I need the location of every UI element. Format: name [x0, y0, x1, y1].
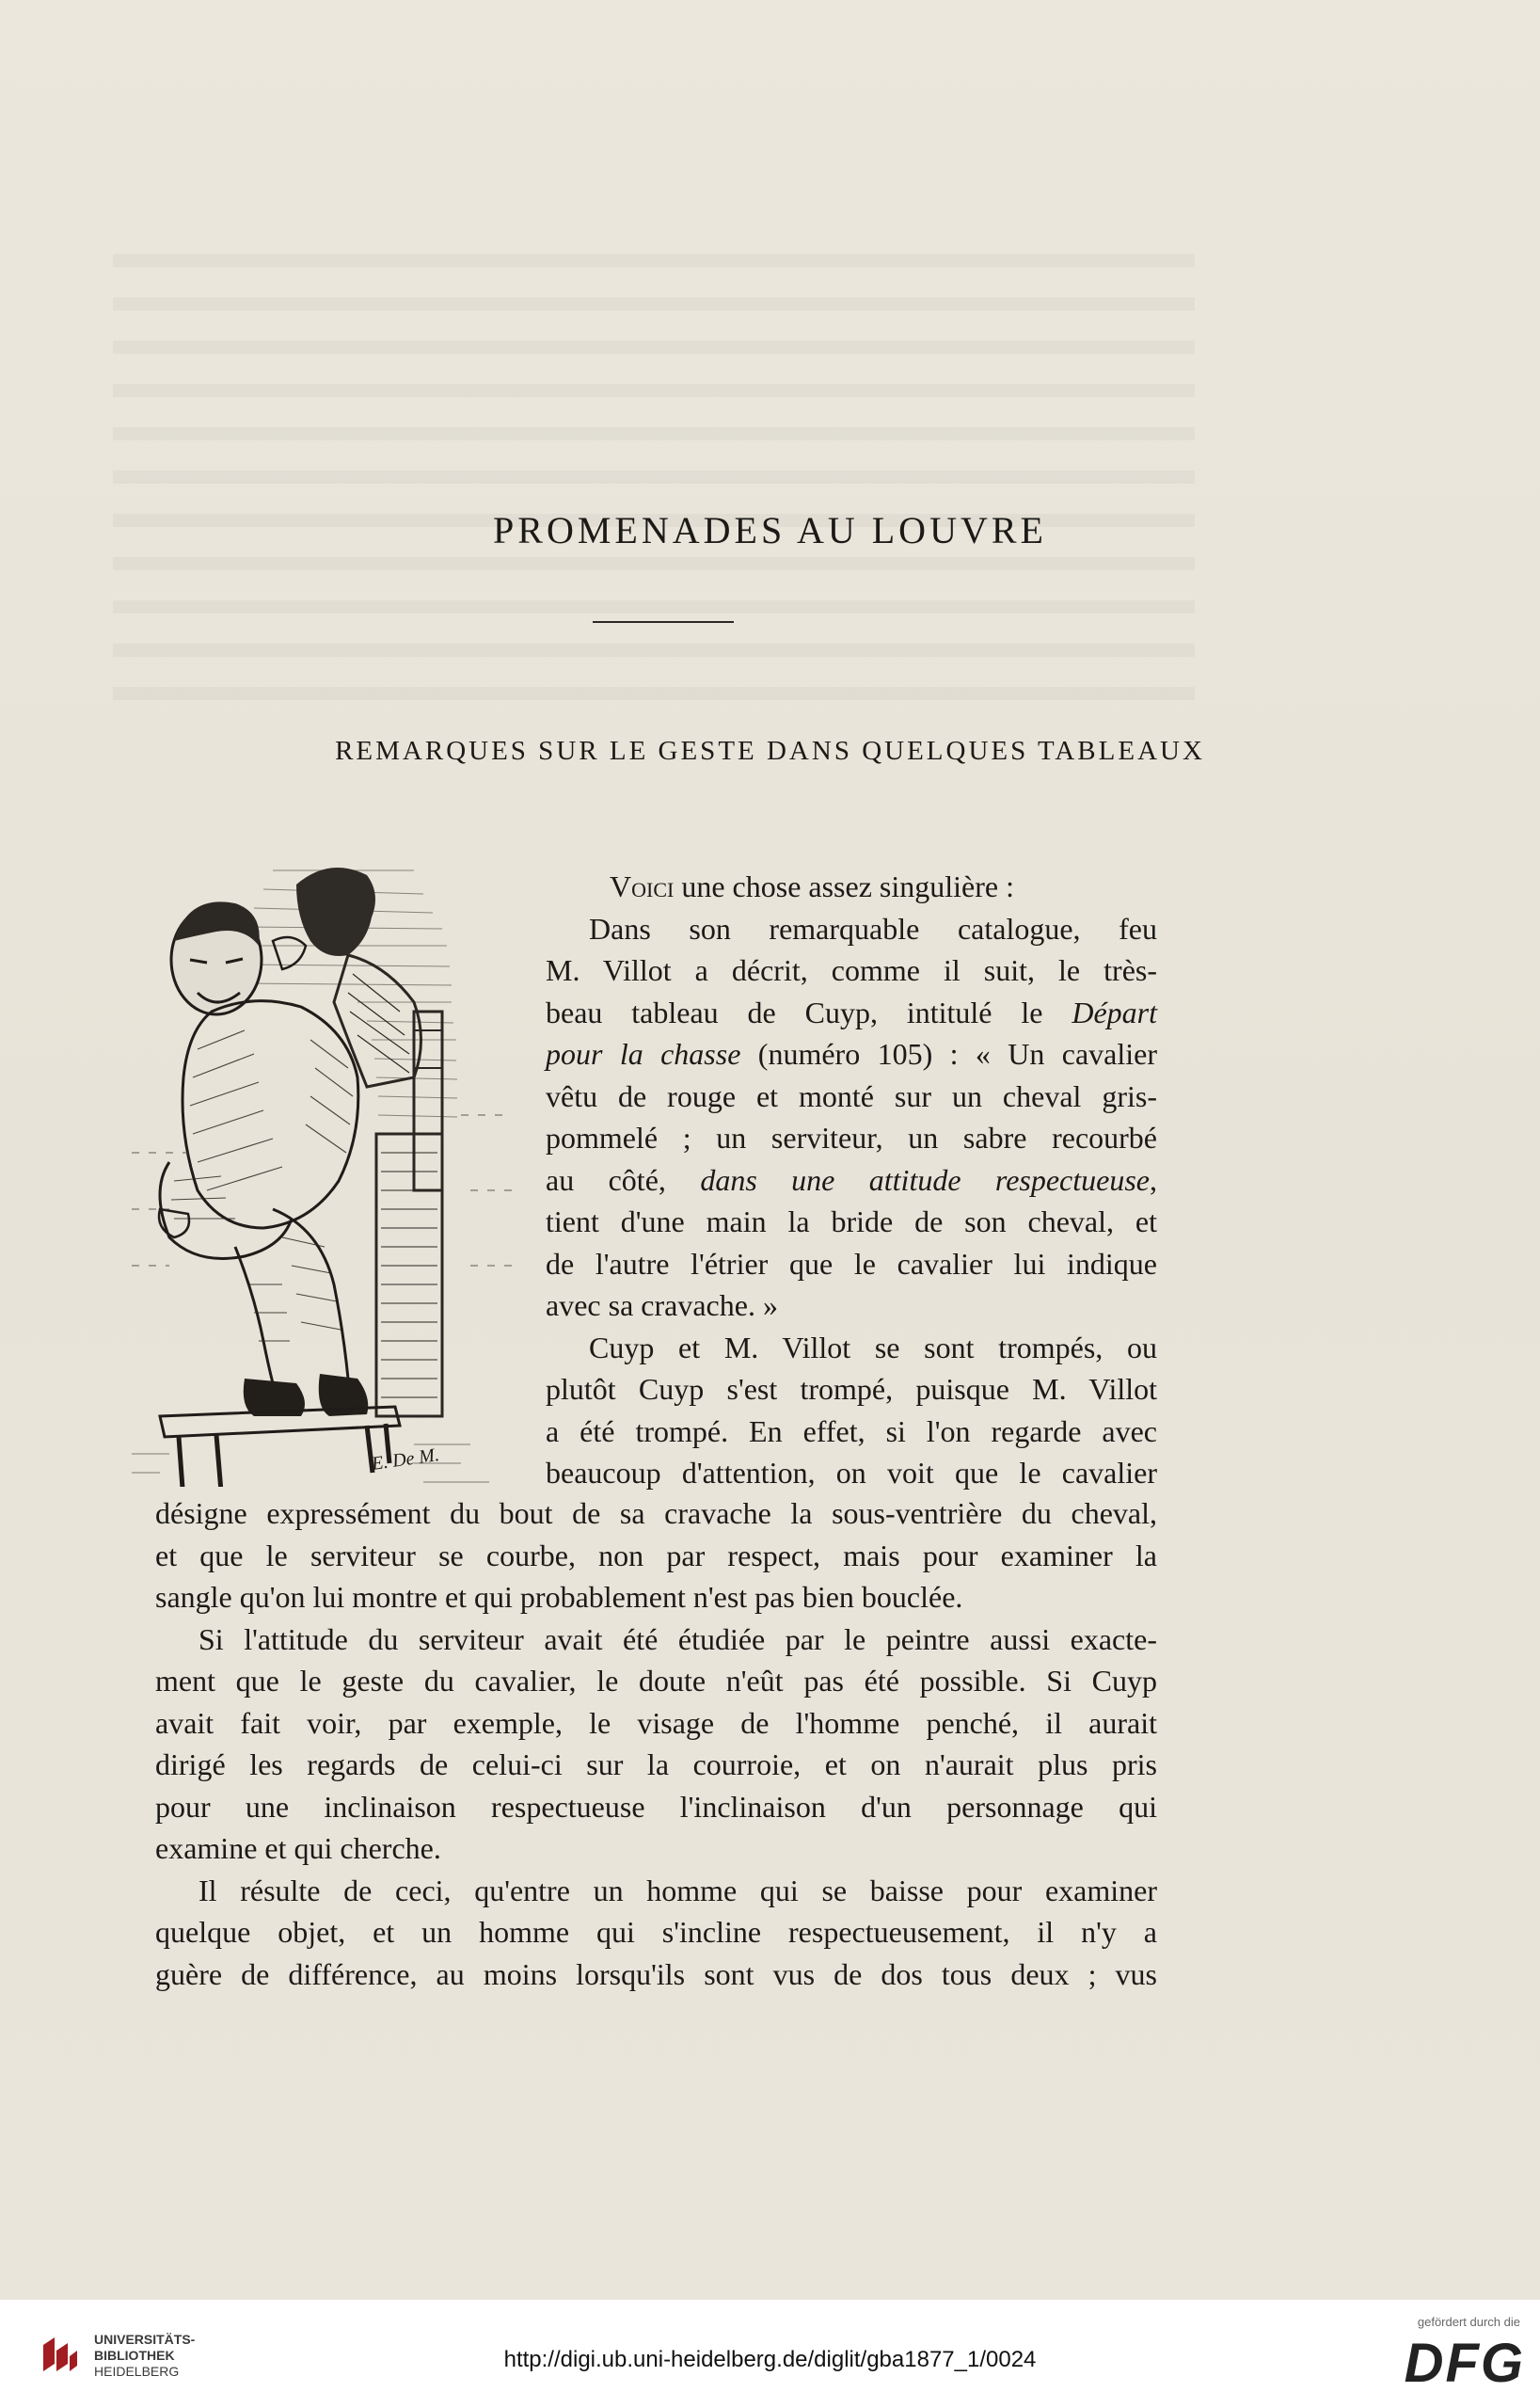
- viewer-footer: [0, 2300, 1540, 2408]
- text-line: dirigé les regards de celui-ci sur la courroie, et on n'aurait plus pris: [155, 1747, 1157, 1781]
- text-line: Il résulte de ceci, qu'entre un homme qui se baisse pour examiner: [198, 1873, 1157, 1907]
- section-subtitle: REMARQUES SUR LE GESTE DANS QUELQUES TABLEAUX: [335, 736, 1205, 766]
- text-line: de l'autre l'étrier que le cavalier lui indique: [546, 1246, 1157, 1281]
- text-line: M. Villot a décrit, comme il suit, le très-: [546, 953, 1157, 987]
- text-line: au côté, dans une attitude respectueuse,: [546, 1162, 1158, 1197]
- text-line: sangle qu'on lui montre et qui probablement n'est pas bien bouclée.: [155, 1580, 963, 1614]
- text-line: tient d'une main la bride de son cheval, et: [546, 1204, 1157, 1238]
- illustration-signature: E. De M.: [370, 1444, 441, 1475]
- page-title: PROMENADES AU LOUVRE: [493, 509, 1047, 551]
- text-full-width: [155, 1492, 1157, 1995]
- institution-name: UNIVERSITÄTS- BIBLIOTHEK HEIDELBERG: [94, 2332, 196, 2379]
- text-column-beside-illustration: [546, 866, 1157, 1494]
- text-line: avec sa cravache. »: [546, 1288, 778, 1322]
- permalink-url[interactable]: http://digi.ub.uni-heidelberg.de/diglit/gba1877_1/0024: [503, 2347, 1037, 2372]
- bleed-through-text: [113, 254, 1195, 725]
- text-line: beaucoup d'attention, on voit que le cavalier: [546, 1456, 1157, 1490]
- title-divider: [593, 621, 734, 623]
- text-line: quelque objet, et un homme qui s'incline respectueusement, il n'y a: [155, 1915, 1157, 1949]
- text-line: pour la chasse (numéro 105) : « Un cavalier: [546, 1037, 1158, 1071]
- text-line: pommelé ; un serviteur, un sabre recourbé: [546, 1121, 1157, 1155]
- text-line: avait fait voir, par exemple, le visage de l'homme penché, il aurait: [155, 1705, 1157, 1740]
- text-line: examine et qui cherche.: [155, 1831, 441, 1865]
- text-line: guère de différence, au moins lorsqu'ils sont vus de dos tous deux ; vus: [155, 1956, 1157, 1991]
- engraving-illustration: [132, 852, 546, 1487]
- text-line: Voici une chose assez singulière :: [610, 869, 1014, 903]
- text-line: a été trompé. En effet, si l'on regarde avec: [546, 1413, 1157, 1448]
- text-line: Cuyp et M. Villot se sont trompés, ou: [589, 1330, 1157, 1364]
- dfg-logo: DFG: [1404, 2333, 1525, 2394]
- text-line: plutôt Cuyp s'est trompé, puisque M. Villot: [546, 1372, 1157, 1406]
- text-line: et que le serviteur se courbe, non par respect, mais pour examiner la: [155, 1538, 1157, 1572]
- text-line: Si l'attitude du serviteur avait été étudiée par le peintre aussi exacte-: [198, 1621, 1157, 1656]
- text-line: beau tableau de Cuyp, intitulé le Départ: [546, 995, 1157, 1029]
- text-line: vêtu de rouge et monté sur un cheval gris-: [546, 1078, 1157, 1113]
- text-line: ment que le geste du cavalier, le doute n'eût pas été possible. Si Cuyp: [155, 1664, 1157, 1698]
- text-line: pour une inclinaison respectueuse l'inclinaison d'un personnage qui: [155, 1789, 1157, 1824]
- text-line: désigne expressément du bout de sa cravache la sous-ventrière du cheval,: [155, 1496, 1157, 1530]
- funding-label: gefördert durch die: [1417, 2315, 1520, 2329]
- text-line: Dans son remarquable catalogue, feu: [589, 911, 1157, 946]
